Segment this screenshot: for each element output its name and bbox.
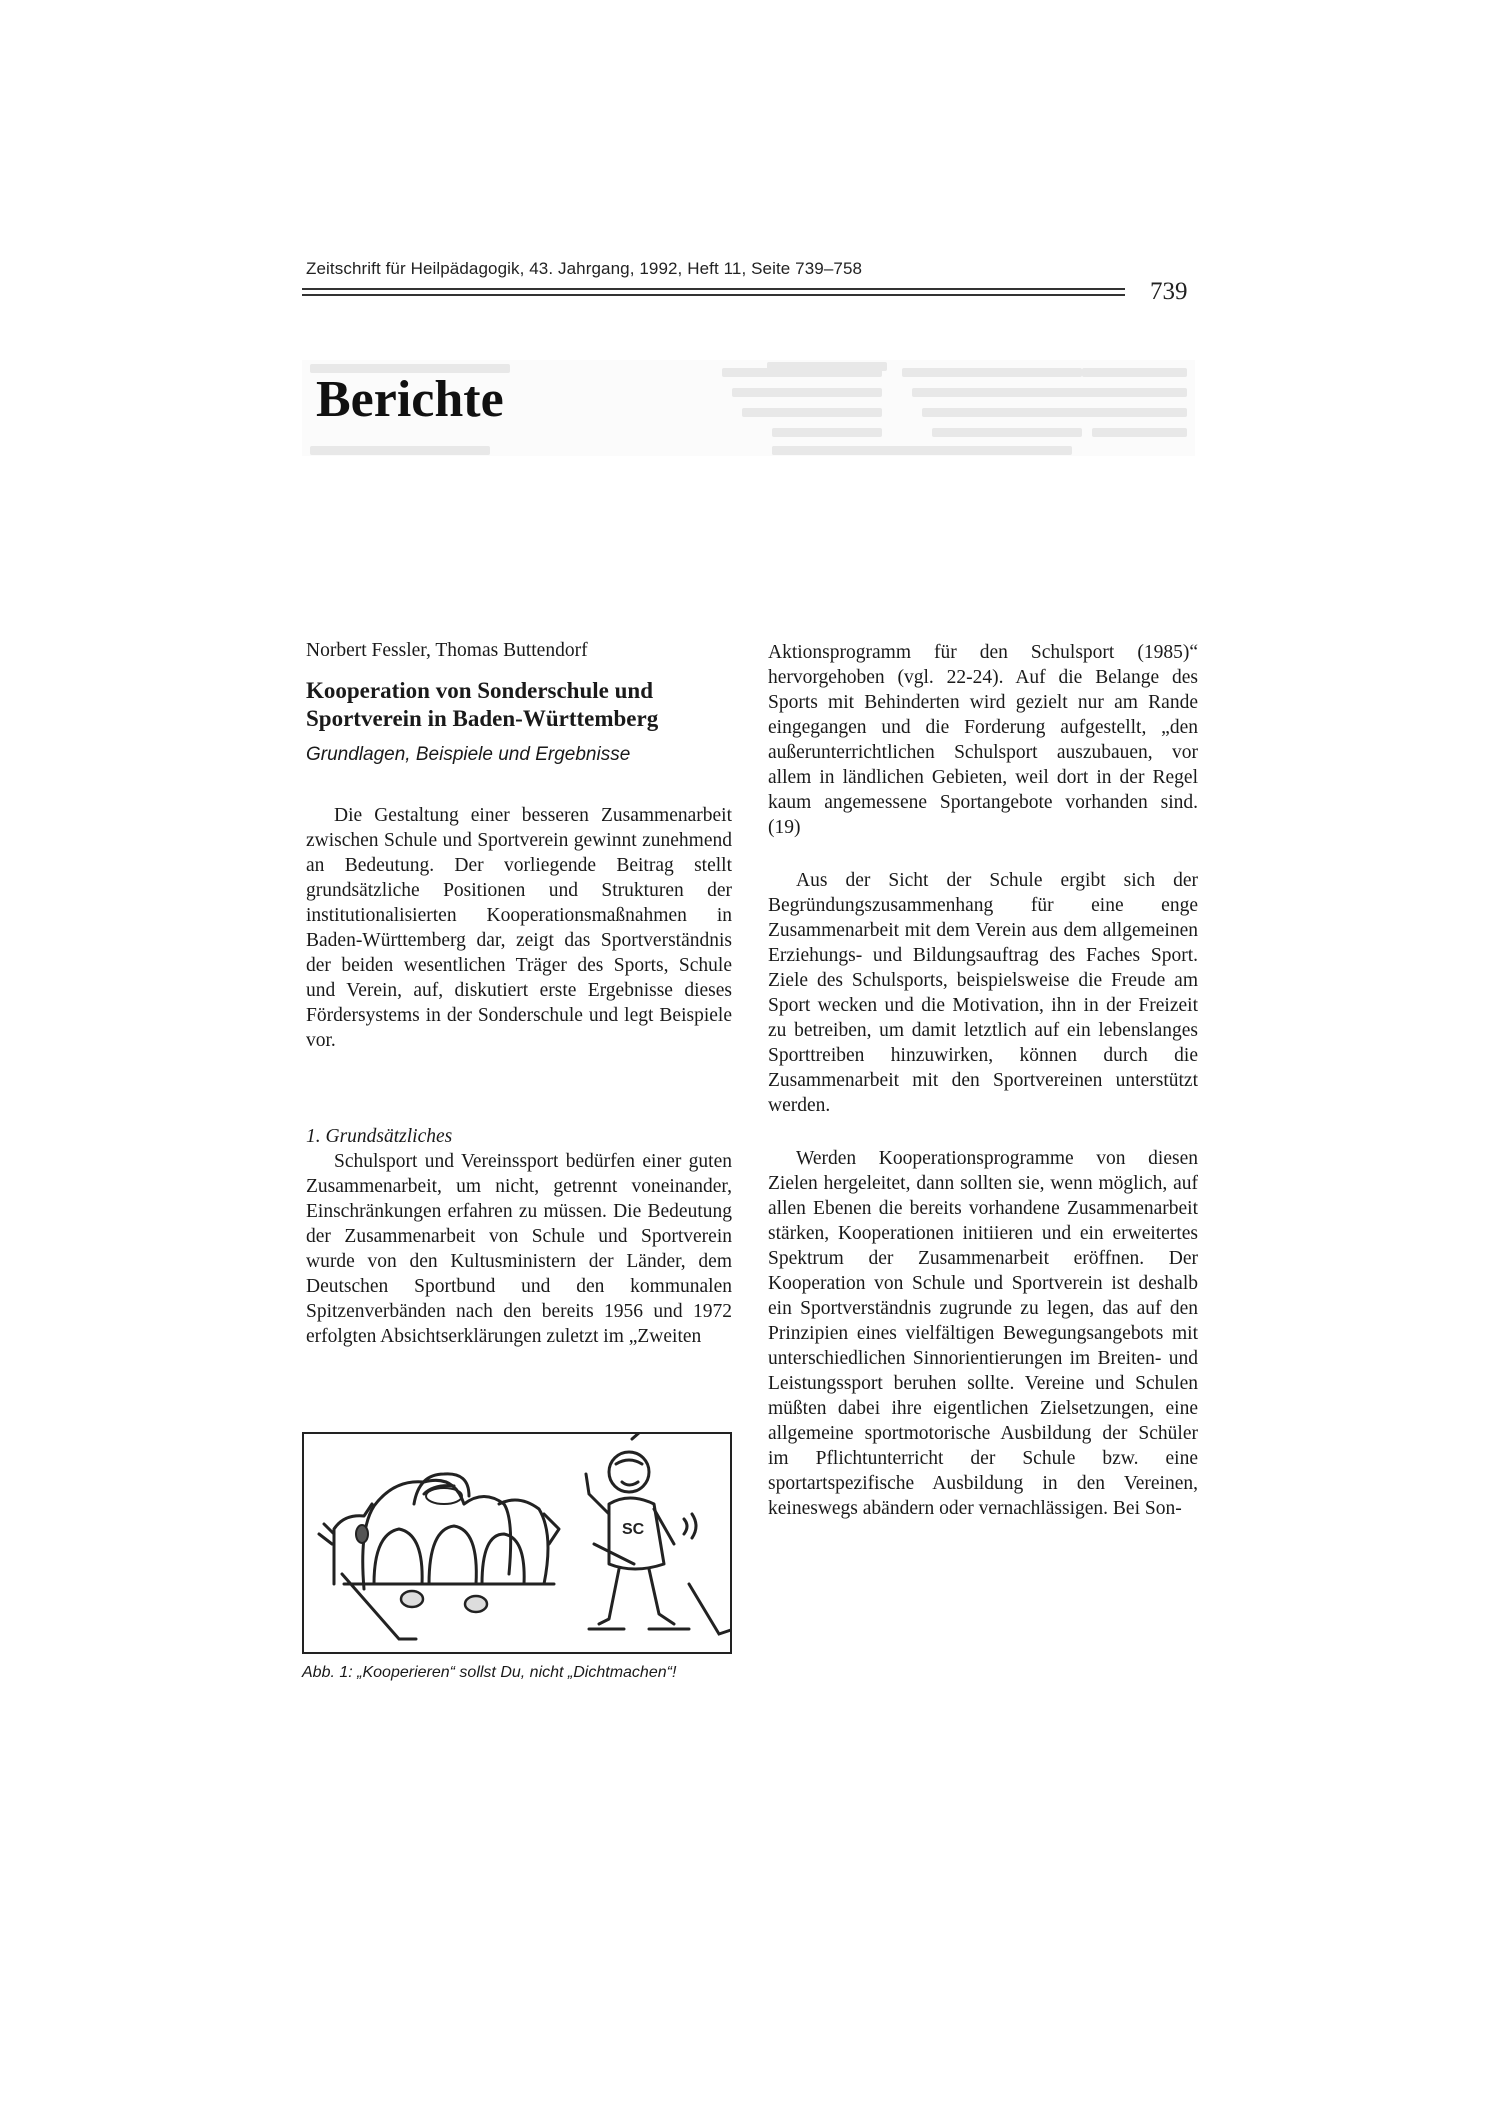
article-title-line-1: Kooperation von Sonderschule und: [306, 678, 653, 703]
article-authors: Norbert Fessler, Thomas Buttendorf: [306, 640, 588, 661]
abstract: [306, 803, 732, 1053]
section-title: Berichte: [316, 371, 504, 428]
section-heading: 1. Grundsätzliches: [306, 1126, 453, 1147]
right-paragraph-1: Aktionsprogramm für den Schulsport (1985)“ hervorgehoben (vgl. 22-24). Auf die Belange des Sports mit Behinderten wird gezielt nur am Rande eingegangen und die Forderung aufgestellt, „den außerunterrichtlichen Schulsport auszubauen, vor allem in ländlichen Gebieten, weil dort in der Regel kaum angemessene Sportangebote vorhanden sind. (19): [768, 642, 1198, 838]
right-body: [768, 640, 1198, 1521]
cartoon-illustration: [304, 1434, 730, 1652]
page-number: 739: [1150, 278, 1188, 305]
article-title: [306, 677, 746, 733]
journal-header: Zeitschrift für Heilpädagogik, 43. Jahrgang, 1992, Heft 11, Seite 739–758: [306, 259, 863, 278]
right-paragraph-3: Werden Kooperationsprogramme von diesen Zielen hergeleitet, dann sollten sie, wenn möglich, auf allen Ebenen die bereits vorhandene Zusammenarbeit stärken, Kooperationen initiieren und ein erweitertes Spektrum der Zusammenarbeit eröffnen. Der Kooperation von Schule und Sportverein ist deshalb ein Sportverständnis zugrunde zu legen, das auf den Prinzipien eines vielfältigen Bewegungsangebots mit unterschiedlichen Sinnorientierungen im Breiten- und Leistungssport beruhen sollte. Vereine und Schulen müßten dabei ihre eigentlichen Zielsetzungen, eine allgemeine sportmotorische Ausbildung der Schüler im Pflichtunterricht der Schule bzw. eine sportartspezifische Ausbildung in den Vereinen, keineswegs abändern oder vernachlässigen. Bei Son-: [768, 1148, 1198, 1519]
header-rule-top: [302, 288, 1125, 290]
figure-cartoon: [302, 1432, 732, 1654]
header-rule-bottom: [302, 294, 1125, 296]
jersey-text: SC: [622, 1521, 645, 1538]
figure-caption: Abb. 1: „Kooperieren“ sollst Du, nicht „Dichtmachen“!: [302, 1664, 677, 1681]
abstract-text: Die Gestaltung einer besseren Zusammenarbeit zwischen Schule und Sportverein gewinnt zunehmend an Bedeutung. Der vorliegende Beitrag stellt grundsätzliche Positionen und Strukturen der institutionalisierten Kooperationsmaßnahmen in Baden-Württemberg dar, zeigt das Sportverständnis der beiden wesentlichen Träger des Sports, Schule und Verein, auf, diskutiert erste Ergebnisse dieses Fördersystems in der Sonderschule und legt Beispiele vor.: [306, 805, 732, 1051]
left-body: [306, 1124, 732, 1349]
left-paragraph-1: Schulsport und Vereinssport bedürfen einer guten Zusammenarbeit, um nicht, getrennt voneinander, Einschränkungen erfahren zu müssen. Die Bedeutung der Zusammenarbeit von Schule und Sportverein wurde von den Kultusministern der Länder, dem Deutschen Sportbund und den kommunalen Spitzenverbänden nach den bereits 1956 und 1972 erfolgten Absichtserklärungen zuletzt im „Zweiten: [306, 1151, 732, 1347]
right-paragraph-2: Aus der Sicht der Schule ergibt sich der Begründungszusammenhang für eine enge Zusammenarbeit mit dem Verein aus dem allgemeinen Erziehungs- und Bildungsauftrag des Faches Sport. Ziele des Schulsports, beispielsweise die Freude am Sport wecken und die Motivation, ihn in der Freizeit zu betreiben, um damit letztlich auf ein lebenslanges Sporttreiben hinzuwirken, können durch die Zusammenarbeit mit den Sportvereinen unterstützt werden.: [768, 870, 1198, 1116]
article-title-line-2: Sportverein in Baden-Württemberg: [306, 706, 659, 731]
article-subtitle: Grundlagen, Beispiele und Ergebnisse: [306, 744, 631, 765]
